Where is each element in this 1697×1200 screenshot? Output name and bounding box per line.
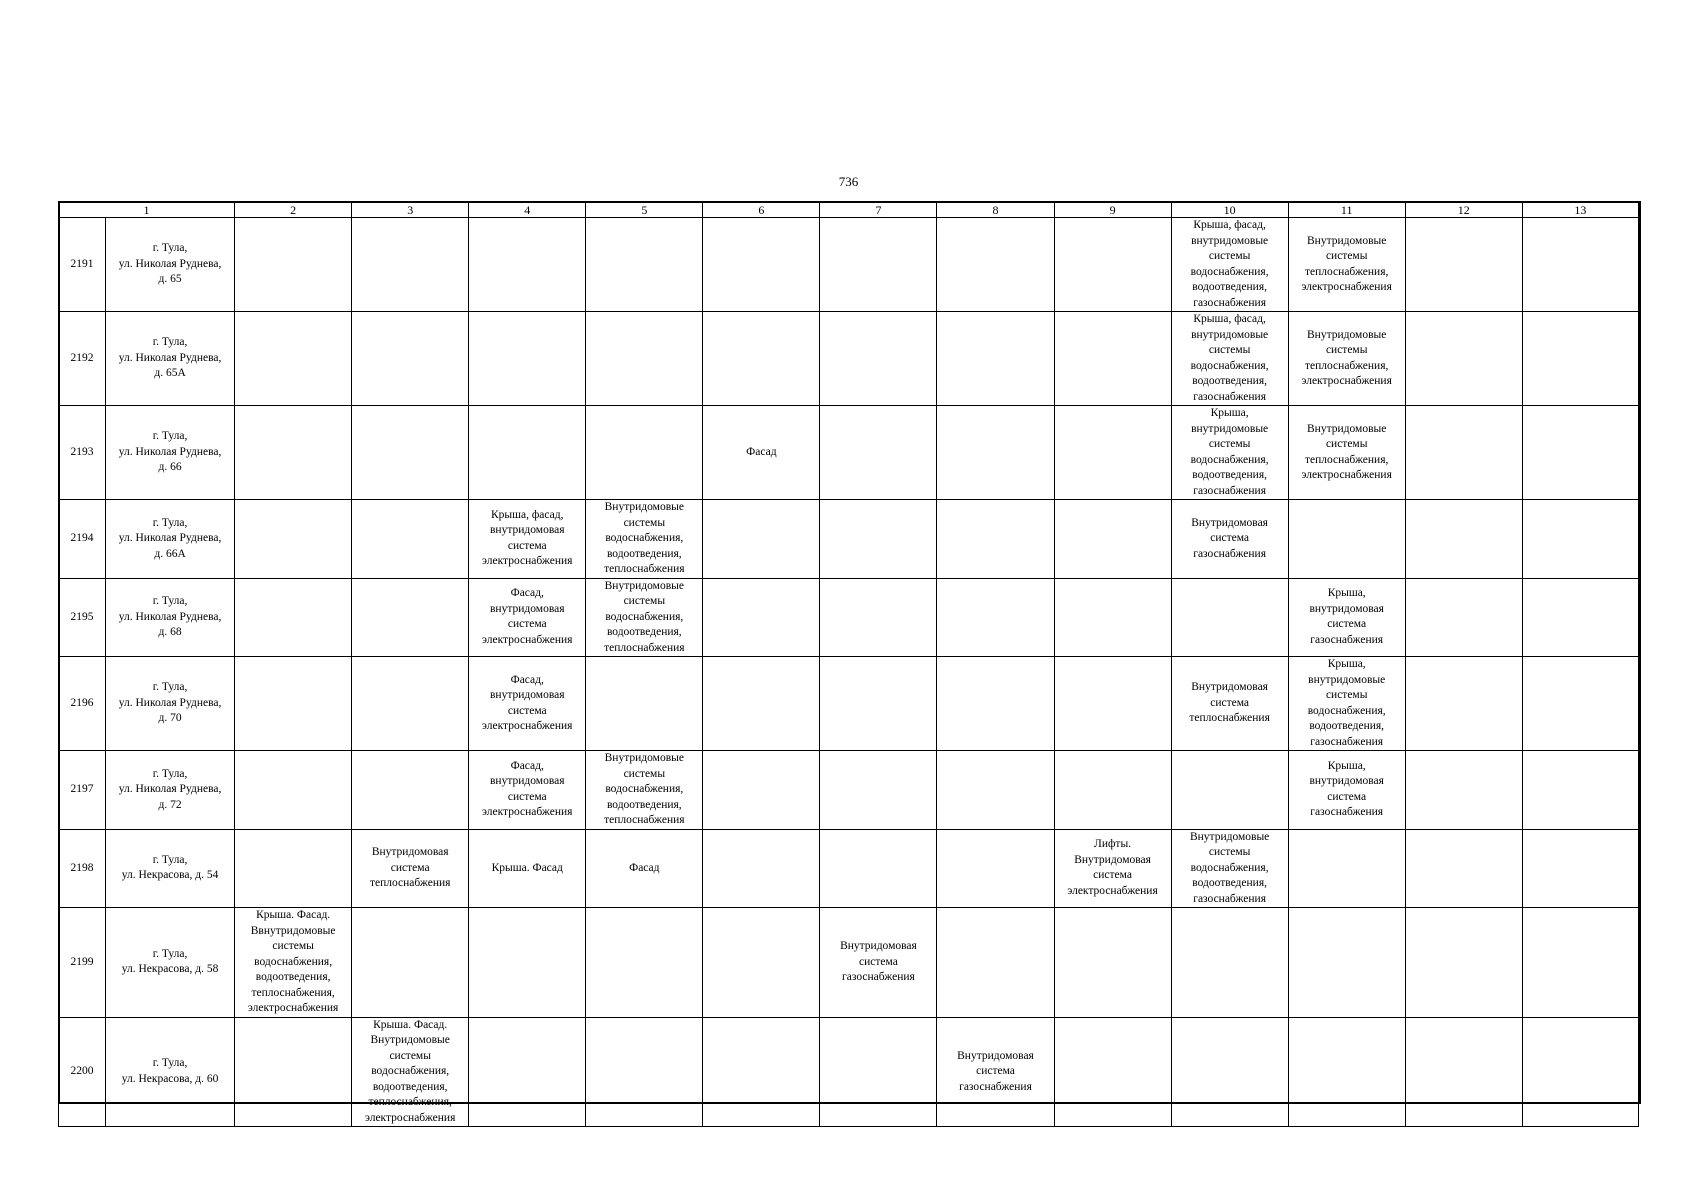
work-cell-col-9 (1054, 500, 1171, 579)
work-cell-col-4: Фасад, внутридомовая система электроснабжения (469, 657, 586, 751)
work-cell-col-10 (1171, 578, 1288, 657)
work-cell-col-6 (703, 751, 820, 830)
work-cell-col-6 (703, 657, 820, 751)
work-cell-col-4: Крыша, фасад, внутридомовая система электроснабжения (469, 500, 586, 579)
work-cell-col-5 (586, 1017, 703, 1127)
work-cell-col-8 (937, 657, 1054, 751)
work-cell-col-7 (820, 312, 937, 406)
address-cell: г. Тула, ул. Некрасова, д. 58 (106, 908, 235, 1018)
table-row (59, 657, 1639, 751)
work-cell-col-3 (352, 500, 469, 579)
address-cell: г. Тула, ул. Некрасова, д. 54 (106, 829, 235, 908)
work-cell-col-6 (703, 500, 820, 579)
work-cell-col-12 (1405, 908, 1522, 1018)
work-cell-col-5: Фасад (586, 829, 703, 908)
work-cell-col-12 (1405, 406, 1522, 500)
work-cell-col-13 (1522, 218, 1638, 312)
work-cell-col-9: Лифты. Внутридомовая система электроснабжения (1054, 829, 1171, 908)
work-cell-col-9 (1054, 218, 1171, 312)
work-cell-col-8 (937, 218, 1054, 312)
address-cell: г. Тула, ул. Николая Руднева, д. 70 (106, 657, 235, 751)
column-header: 4 (469, 202, 586, 218)
column-header: 2 (235, 202, 352, 218)
work-cell-col-13 (1522, 1017, 1638, 1127)
work-cell-col-8 (937, 751, 1054, 830)
work-cell-col-12 (1405, 751, 1522, 830)
work-cell-col-7 (820, 751, 937, 830)
column-header: 10 (1171, 202, 1288, 218)
row-number: 2198 (59, 829, 106, 908)
table-row (59, 908, 1639, 1018)
work-cell-col-5: Внутридомовые системы водоснабжения, водоотведения, теплоснабжения (586, 751, 703, 830)
column-header: 1 (59, 202, 235, 218)
table-row (59, 751, 1639, 830)
work-cell-col-8 (937, 312, 1054, 406)
address-cell: г. Тула, ул. Николая Руднева, д. 65А (106, 312, 235, 406)
work-cell-col-3: Внутридомовая система теплоснабжения (352, 829, 469, 908)
column-header: 6 (703, 202, 820, 218)
work-cell-col-11 (1288, 1017, 1405, 1127)
work-cell-col-2 (235, 406, 352, 500)
work-cell-col-2 (235, 578, 352, 657)
work-cell-col-2 (235, 657, 352, 751)
work-cell-col-4: Фасад, внутридомовая система электроснабжения (469, 578, 586, 657)
table-row (59, 829, 1639, 908)
work-cell-col-3 (352, 406, 469, 500)
work-cell-col-10: Внутридомовая система теплоснабжения (1171, 657, 1288, 751)
work-cell-col-11: Крыша, внутридомовая система газоснабжения (1288, 578, 1405, 657)
work-cell-col-5 (586, 312, 703, 406)
work-cell-col-13 (1522, 908, 1638, 1018)
row-number: 2195 (59, 578, 106, 657)
work-cell-col-8 (937, 578, 1054, 657)
work-cell-col-5: Внутридомовые системы водоснабжения, водоотведения, теплоснабжения (586, 500, 703, 579)
work-cell-col-3 (352, 657, 469, 751)
work-cell-col-9 (1054, 751, 1171, 830)
work-cell-col-2 (235, 500, 352, 579)
work-cell-col-3 (352, 312, 469, 406)
work-cell-col-13 (1522, 829, 1638, 908)
work-cell-col-8 (937, 829, 1054, 908)
work-cell-col-6 (703, 218, 820, 312)
work-cell-col-13 (1522, 751, 1638, 830)
column-header: 8 (937, 202, 1054, 218)
work-cell-col-12 (1405, 578, 1522, 657)
work-cell-col-10: Крыша, фасад, внутридомовые системы водоснабжения, водоотведения, газоснабжения (1171, 218, 1288, 312)
column-header: 12 (1405, 202, 1522, 218)
work-cell-col-9 (1054, 1017, 1171, 1127)
row-number: 2200 (59, 1017, 106, 1127)
work-cell-col-3: Крыша. Фасад. Внутридомовые системы водоснабжения, водоотведения, теплоснабжения, электроснабжения (352, 1017, 469, 1127)
row-number: 2193 (59, 406, 106, 500)
column-header: 7 (820, 202, 937, 218)
work-cell-col-6 (703, 829, 820, 908)
work-cell-col-10 (1171, 1017, 1288, 1127)
work-cell-col-12 (1405, 657, 1522, 751)
work-cell-col-7: Внутридомовая система газоснабжения (820, 908, 937, 1018)
work-cell-col-6 (703, 312, 820, 406)
work-cell-col-10 (1171, 751, 1288, 830)
work-cell-col-5: Внутридомовые системы водоснабжения, водоотведения, теплоснабжения (586, 578, 703, 657)
row-number: 2197 (59, 751, 106, 830)
work-cell-col-7 (820, 218, 937, 312)
table-row (59, 1017, 1639, 1127)
column-header: 9 (1054, 202, 1171, 218)
register-table (58, 201, 1639, 1127)
work-cell-col-4: Фасад, внутридомовая система электроснабжения (469, 751, 586, 830)
work-cell-col-12 (1405, 312, 1522, 406)
work-cell-col-12 (1405, 500, 1522, 579)
work-cell-col-11: Внутридомовые системы теплоснабжения, электроснабжения (1288, 218, 1405, 312)
work-cell-col-12 (1405, 829, 1522, 908)
work-cell-col-10: Внутридомовая система газоснабжения (1171, 500, 1288, 579)
work-cell-col-4 (469, 312, 586, 406)
work-cell-col-8 (937, 406, 1054, 500)
work-cell-col-4 (469, 406, 586, 500)
address-cell: г. Тула, ул. Николая Руднева, д. 65 (106, 218, 235, 312)
row-number: 2199 (59, 908, 106, 1018)
work-cell-col-4 (469, 1017, 586, 1127)
work-cell-col-2 (235, 1017, 352, 1127)
work-cell-col-2 (235, 751, 352, 830)
work-cell-col-6 (703, 1017, 820, 1127)
address-cell: г. Тула, ул. Николая Руднева, д. 66 (106, 406, 235, 500)
page-number: 736 (838, 174, 859, 189)
work-cell-col-5 (586, 218, 703, 312)
work-cell-col-10 (1171, 908, 1288, 1018)
work-cell-col-8 (937, 908, 1054, 1018)
table-row (59, 312, 1639, 406)
work-cell-col-9 (1054, 908, 1171, 1018)
work-cell-col-4 (469, 908, 586, 1018)
work-cell-col-2 (235, 312, 352, 406)
work-cell-col-7 (820, 500, 937, 579)
table-row (59, 578, 1639, 657)
work-cell-col-5 (586, 908, 703, 1018)
work-cell-col-3 (352, 908, 469, 1018)
work-cell-col-11 (1288, 829, 1405, 908)
work-cell-col-5 (586, 406, 703, 500)
work-cell-col-7 (820, 406, 937, 500)
work-cell-col-11: Внутридомовые системы теплоснабжения, электроснабжения (1288, 312, 1405, 406)
work-cell-col-7 (820, 829, 937, 908)
table-body (59, 202, 1639, 1127)
row-number: 2196 (59, 657, 106, 751)
work-cell-col-7 (820, 578, 937, 657)
work-cell-col-4: Крыша. Фасад (469, 829, 586, 908)
address-cell: г. Тула, ул. Николая Руднева, д. 66А (106, 500, 235, 579)
column-number-header-row (59, 202, 1639, 218)
work-cell-col-9 (1054, 578, 1171, 657)
work-cell-col-13 (1522, 500, 1638, 579)
work-cell-col-10: Внутридомовые системы водоснабжения, водоотведения, газоснабжения (1171, 829, 1288, 908)
work-cell-col-11: Крыша, внутридомовая система газоснабжения (1288, 751, 1405, 830)
work-cell-col-12 (1405, 1017, 1522, 1127)
address-cell: г. Тула, ул. Некрасова, д. 60 (106, 1017, 235, 1127)
work-cell-col-7 (820, 657, 937, 751)
address-cell: г. Тула, ул. Николая Руднева, д. 68 (106, 578, 235, 657)
work-cell-col-9 (1054, 312, 1171, 406)
work-cell-col-13 (1522, 578, 1638, 657)
work-cell-col-2 (235, 829, 352, 908)
work-cell-col-4 (469, 218, 586, 312)
table-row (59, 218, 1639, 312)
work-cell-col-6 (703, 578, 820, 657)
work-cell-col-8: Внутридомовая система газоснабжения (937, 1017, 1054, 1127)
work-cell-col-13 (1522, 312, 1638, 406)
table-row (59, 500, 1639, 579)
column-header: 11 (1288, 202, 1405, 218)
column-header: 13 (1522, 202, 1638, 218)
work-cell-col-11 (1288, 500, 1405, 579)
work-cell-col-2 (235, 218, 352, 312)
work-cell-col-6: Фасад (703, 406, 820, 500)
work-cell-col-6 (703, 908, 820, 1018)
row-number: 2191 (59, 218, 106, 312)
work-cell-col-11: Крыша, внутридомовые системы водоснабжения, водоотведения, газоснабжения (1288, 657, 1405, 751)
table-row (59, 406, 1639, 500)
column-header: 5 (586, 202, 703, 218)
row-number: 2194 (59, 500, 106, 579)
work-cell-col-13 (1522, 406, 1638, 500)
work-cell-col-8 (937, 500, 1054, 579)
work-cell-col-9 (1054, 406, 1171, 500)
work-cell-col-10: Крыша, фасад, внутридомовые системы водоснабжения, водоотведения, газоснабжения (1171, 312, 1288, 406)
column-header: 3 (352, 202, 469, 218)
work-cell-col-7 (820, 1017, 937, 1127)
address-cell: г. Тула, ул. Николая Руднева, д. 72 (106, 751, 235, 830)
row-number: 2192 (59, 312, 106, 406)
work-cell-col-13 (1522, 657, 1638, 751)
work-cell-col-3 (352, 218, 469, 312)
work-cell-col-11: Внутридомовые системы теплоснабжения, электроснабжения (1288, 406, 1405, 500)
work-cell-col-2: Крыша. Фасад. Ввнутридомовые системы водоснабжения, водоотведения, теплоснабжения, электроснабжения (235, 908, 352, 1018)
work-cell-col-3 (352, 751, 469, 830)
work-cell-col-10: Крыша, внутридомовые системы водоснабжения, водоотведения, газоснабжения (1171, 406, 1288, 500)
work-cell-col-9 (1054, 657, 1171, 751)
work-cell-col-3 (352, 578, 469, 657)
work-cell-col-12 (1405, 218, 1522, 312)
work-cell-col-11 (1288, 908, 1405, 1018)
work-cell-col-5 (586, 657, 703, 751)
